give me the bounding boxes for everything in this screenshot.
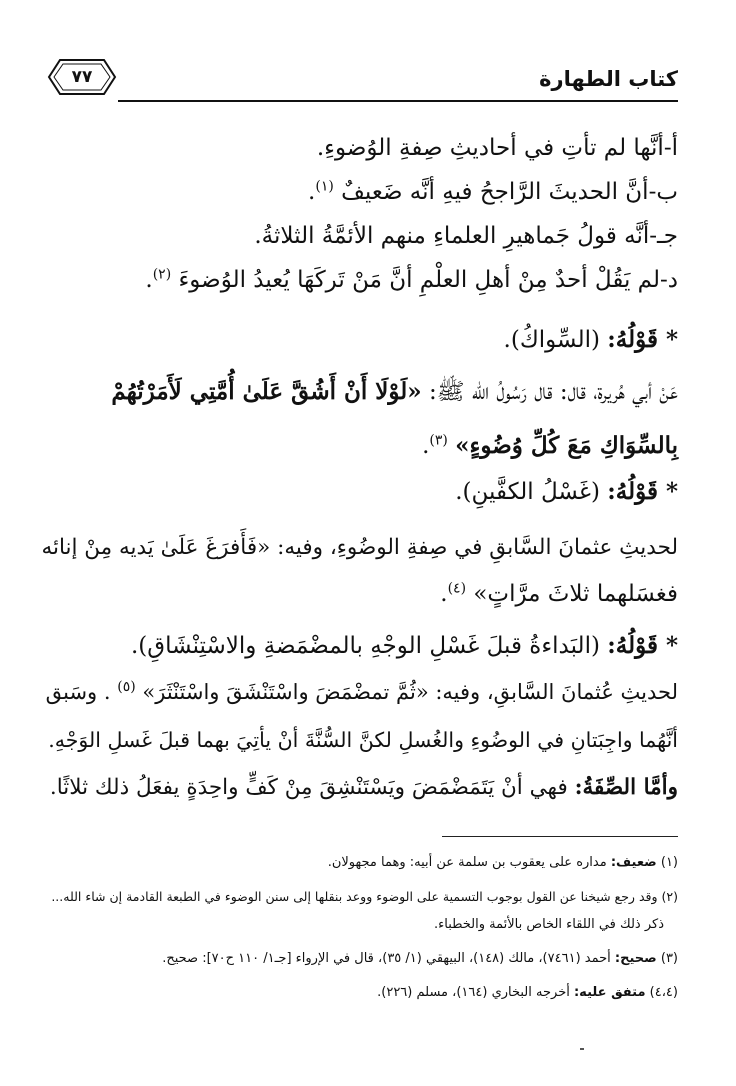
reason-c-text: جـ-أنَّه قولُ جَماهيرِ العلماءِ منهم الأئمَّةُ الثلاثةُ. — [254, 223, 678, 249]
siwak-hadith-line-2: بِالسِّوَاكِ مَعَ كُلِّ وُضُوءٍ» $^{(٣)}$. — [422, 432, 678, 459]
footnote-2 — [51, 886, 678, 908]
heading-siwak-lead: * قَوْلُهُ: — [607, 326, 678, 353]
siwak-hadith-text-1: «لَوْلَا أَنْ أَشُقَّ عَلَىٰ أُمَّتِي لَأَمَرْتُهُمْ — [111, 378, 422, 405]
palms-hadith-text-2: فغسَلهما ثلاثَ مرَّاتٍ» — [473, 581, 678, 607]
rinsing-line-2 — [48, 718, 678, 762]
heading-rinsing-lead: * قَوْلُهُ: — [607, 632, 678, 659]
footnote-ref-1[interactable]: (١) — [315, 178, 334, 195]
reason-line-d: د-لم يَقُلْ أحدٌ مِنْ أهلِ العلْمِ أنَّ مَنْ تَركَهَا يُعيدُ الوُضوءَ $^{(٢)}$. — [145, 266, 678, 293]
footnote-4-text: أخرجه البخاري (١٦٤)، مسلم (٢٢٦). — [377, 985, 570, 1000]
footnote-1-number: (١) — [660, 855, 678, 870]
heading-palms-lead: * قَوْلُهُ: — [607, 478, 678, 505]
method-text: فهي أنْ يَتَمَضْمَضَ ويَسْتَنْشِقَ مِنْ كَفٍّ واحِدَةٍ يفعَلُ ذلك ثلاثًا. — [49, 775, 568, 800]
reason-b-text: ب-أنَّ الحديثَ الرَّاجحُ فيهِ أنَّه ضَعيفٌ — [341, 179, 678, 205]
siwak-hadith-line-1 — [111, 370, 678, 414]
rinsing-line-1 — [46, 670, 678, 714]
reason-line-a — [317, 126, 678, 170]
palms-hadith-line-2: فغسَلهما ثلاثَ مرَّاتٍ» $^{(٤)}$. — [440, 580, 678, 607]
palms-hadith-text-1: لحديثِ عثمانَ السَّابقِ في صِفةِ الوضُوءِ، وفيه: «فَأَفرَغَ عَلَىٰ يَديه مِنْ إنائه — [41, 535, 678, 560]
footnote-1 — [328, 852, 678, 874]
footnote-3-grade: صحيح: — [614, 951, 657, 966]
heading-siwak — [504, 318, 678, 362]
footnote-ref-3[interactable]: (٣) — [429, 432, 448, 449]
page-number: ٧٧ — [71, 67, 93, 87]
footnote-4-grade: متفق عليه: — [573, 985, 646, 1000]
footnote-4-number: (٤،٤) — [649, 985, 678, 1000]
footnote-2-continuation — [434, 914, 664, 936]
footnote-3-number: (٣) — [660, 951, 678, 966]
footnote-1-text: مداره على يعقوب بن سلمة عن أبيه: وهما مجهولان. — [327, 855, 607, 870]
footnote-2-cont-text: ذكر ذلك في اللقاء الخاص بالأئمة والخطباء. — [433, 917, 664, 932]
heading-palms-text: (غَسْلُ الكفَّينِ). — [455, 479, 600, 505]
reason-line-c — [254, 214, 678, 258]
reason-a-text: أ-أنَّها لم تأتِ في أحاديثِ صِفةِ الوُضوءِ. — [316, 135, 678, 161]
footnote-ref-5[interactable]: (٥) — [117, 679, 136, 695]
footnote-1-grade: ضعيف: — [610, 855, 657, 870]
heading-siwak-text: (السِّواكُ). — [503, 327, 600, 353]
footnote-2-text: وقد رجع شيخنا عن القول بوجوب التسمية على الوضوء ووعد بنقلها إلى سنن الوضوء في الطبعة القادمة إن شاء الله... — [51, 889, 658, 904]
stray-ink-mark — [580, 1048, 584, 1050]
book-title: كتاب الطهارة — [539, 67, 678, 91]
footnote-ref-4[interactable]: (٤) — [447, 580, 467, 597]
rinsing-text-1-tail: . وسَبق — [45, 680, 111, 704]
heading-rinsing — [131, 624, 678, 668]
heading-rinsing-text: (البَداءةُ قبلَ غَسْلِ الوجْهِ بالمضْمَضةِ والاسْتِنْشَاقِ). — [130, 633, 600, 659]
footnote-3-text: أحمد (٧٤٦١)، مالك (١٤٨)، البيهقي (١/ ٣٥)، قال في الإرواء [جـ١/ ١١٠ ح٧٠]: صحيح. — [162, 951, 611, 966]
footnote-4-5 — [377, 982, 678, 1004]
palms-hadith-line-1 — [41, 526, 678, 570]
reason-line-b: ب-أنَّ الحديثَ الرَّاجحُ فيهِ أنَّه ضَعيفٌ $^{(١)}$. — [308, 178, 678, 205]
heading-palms — [455, 470, 678, 514]
method-lead: وأمَّا الصِّفَةُ: — [574, 775, 678, 800]
reason-d-text: د-لم يَقُلْ أحدٌ مِنْ أهلِ العلْمِ أنَّ مَنْ تَركَهَا يُعيدُ الوُضوءَ — [178, 267, 678, 293]
footnote-ref-2[interactable]: (٢) — [152, 266, 172, 283]
siwak-hadith-text-2: بِالسِّوَاكِ مَعَ كُلِّ وُضُوءٍ» — [455, 432, 678, 459]
siwak-narration: عَنْ أبي هُريرة، قال: قال رَسُولُ الله ﷺ: — [428, 379, 678, 405]
page-number-badge — [46, 57, 118, 97]
method-line — [50, 766, 678, 810]
rinsing-text-2: أنَّهُما واجِبَتانِ في الوضُوءِ والغُسلِ لكنَّ السُّنَّةَ أنْ يأتِيَ بهما قبلَ غَسلِ الوَجْهِ. — [48, 728, 678, 752]
footnote-3 — [162, 948, 678, 970]
footnote-divider — [442, 836, 678, 837]
rinsing-text-1: لحديثِ عُثمانَ السَّابقِ، وفيه: «ثُمَّ تمضْمَضَ واسْتَنْشَقَ واسْتَنْثَرَ» — [142, 680, 678, 704]
header-rule — [118, 100, 678, 102]
footnote-2-number: (٢) — [661, 889, 678, 904]
